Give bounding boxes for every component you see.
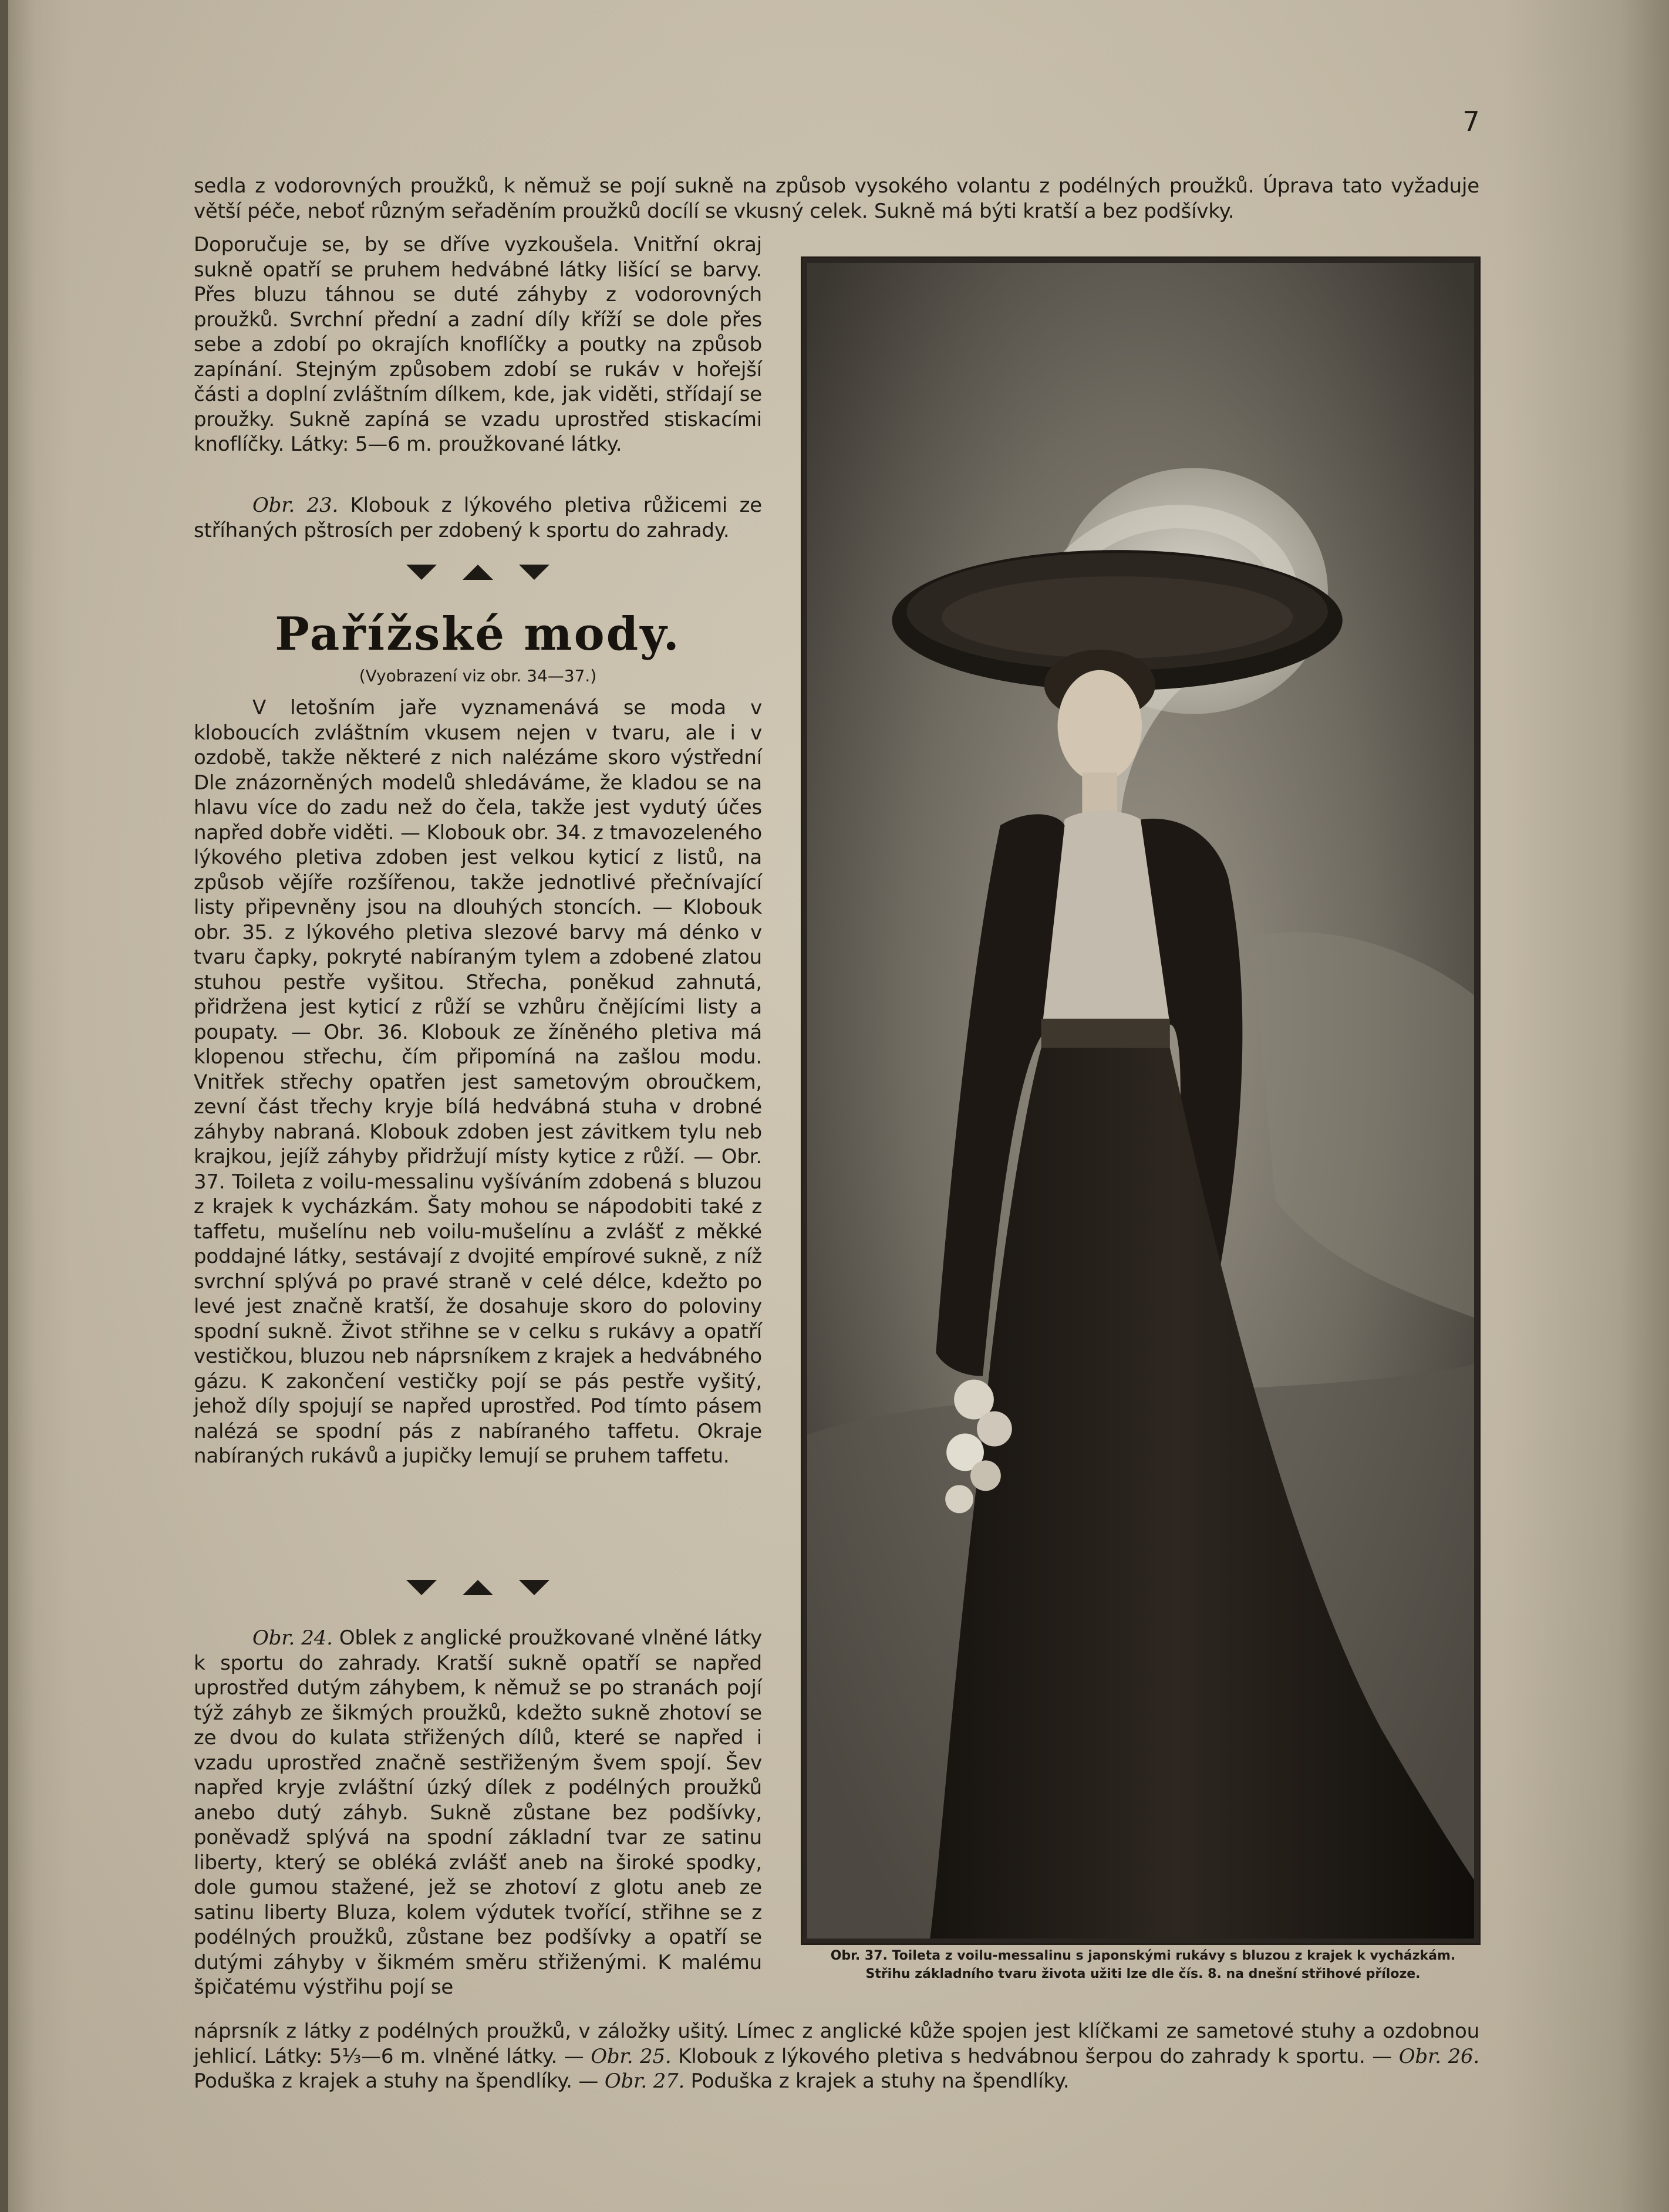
hat-crown bbox=[942, 576, 1293, 658]
section-subheading: (Vyobrazení viz obr. 34—37.) bbox=[359, 666, 597, 685]
triangle-down-icon bbox=[406, 1580, 437, 1595]
obr27-text: Poduška z krajek a stuhy na špendlíky. bbox=[690, 2069, 1070, 2093]
book-spine-shadow bbox=[0, 0, 8, 2212]
face bbox=[1057, 670, 1141, 782]
triangle-down-icon bbox=[519, 565, 549, 580]
closing-paragraph bbox=[194, 2019, 1479, 2094]
paris-fashion-article: V letošním jaře vyznamenává se moda v kloboucích zvláštním vkusem nejen v tvaru, ale i v ozdobě, takže některé z nich nalézáme skoro výstřední Dle znázorněných modelů shledáváme, že kladou se na hlavu více do zadu než do čela, takže jest vydutý účes napřed dobře viděti. — Klobouk obr. 34. z tmavozeleného lýkového pletiva zdoben jest velkou kyticí z listů, na způsob vějíře rozšířenou, takže jednotlivé přečnívající listy připevněny jsou na dlouhých stoncích. — Klobouk obr. 35. z lýkového pletiva slezové barvy má dénko v tvaru čapky, pokryté nabíraným tylem a zdobené zlatou stuhou pestře vyšitou. Střecha, poněkud zahnutá, přidržena jest kyticí z růží se vzhůru čnějícími listy a poupaty. — Obr. 36. Klobouk ze žíněného pletiva má klopenou střechu, čím připomíná na zašlou modu. Vnitřek střechy opatřen jest sametovým obroučkem, zevní část třechy kryje bílá hedvábná stuha v drobné záhyby nabraná. Klobouk zdoben jest závitkem tylu neb krajkou, jejíž záhyby přidržují místy kytice z růží. — Obr. 37. Toileta z voilu-messalinu vyšíváním zdobená s bluzou z krajek k vycházkám. Šaty mohou se nápodobiti také z taffetu, mušelínu neb voilu-mušelínu a zvlášť z měkké poddajné látky, sestávají z dvojité empírové sukně, z níž svrchní splývá po pravé straně v celé délce, kdežto po levé jest značně kratší, že dosahuje skoro do poloviny spodní sukně. Život střihne se v celku s rukávy a opatří vestičkou, bluzou neb náprsníkem z krajek a hedvábného gázu. K zakončení vestičky pojí se pás pestře vyšitý, jehož díly spojují se napřed uprostřed. Pod tímto pásem nalézá se spodní pás z nabíraného taffetu. Okraje nabíraných rukávů a jupičky lemují se pruhem taffetu. bbox=[194, 696, 762, 1468]
obr25-text: Klobouk z lýkového pletiva s hedvábnou šerpou do zahrady k sportu. — bbox=[678, 2044, 1392, 2068]
obr25-label: Obr. 25. bbox=[591, 2044, 672, 2068]
fashion-photograph-frame bbox=[801, 256, 1481, 1945]
page-number: 7 bbox=[1462, 106, 1480, 137]
obr26-label: Obr. 26. bbox=[1398, 2044, 1480, 2068]
obr27-label: Obr. 27. bbox=[604, 2069, 685, 2093]
triangle-up-icon bbox=[463, 565, 493, 580]
obr24-label: Obr. 24. bbox=[252, 1626, 333, 1650]
fashion-photograph bbox=[807, 263, 1474, 1939]
obr24-description bbox=[194, 1626, 762, 2000]
intro-paragraph-column: Doporučuje se, by se dříve vyzkoušela. Vnitřní okraj sukně opatří se pruhem hedvábné látky lišící se barvy. Přes bluzu táhnou se duté záhyby z vodorovných proužků. Svrchní přední a zadní díly kříží se dole přes sebe a zdobí po okrajích knoflíčky a poutky na způsob zapínání. Stejným způsobem zdobí se rukáv v hořejší části a doplní zvláštním dílkem, kde, jak viděti, střídají se proužky. Sukně zapíná se vzadu uprostřed stiskacími knoflíčky. Látky: 5—6 m. proužkované látky. bbox=[194, 233, 762, 456]
triangle-up-icon bbox=[463, 1580, 493, 1595]
ornament-divider-1 bbox=[194, 560, 762, 584]
obr23-label: Obr. 23. bbox=[252, 494, 339, 517]
caption-line-1: Obr. 37. Toileta z voilu-messalinu s japonskými rukávy s bluzou z krajek k vycházkám. bbox=[830, 1948, 1456, 1963]
waist-belt bbox=[1041, 1019, 1170, 1051]
obr23-description bbox=[194, 493, 762, 543]
ornament-divider-2 bbox=[194, 1576, 762, 1599]
obr23-text: Klobouk z lýkového pletiva růžicemi ze stříhaných pštrosích per zdobený k sportu do zahrady. bbox=[194, 494, 762, 542]
obr26-text: Poduška z krajek a stuhy na špendlíky. — bbox=[194, 2069, 599, 2093]
caption-line-2: Střihu základního tvaru života užiti lze dle čís. 8. na dnešní střihové příloze. bbox=[865, 1967, 1421, 1981]
intro-paragraph-full-width: sedla z vodorovných proužků, k němuž se pojí sukně na způsob vysokého volantu z podélných proužků. Úprava tato vyžaduje větší péče, neboť různým seřaděním proužků docílí se vkusný celek. Sukně má býti kratší a bez podšívky. bbox=[194, 174, 1479, 223]
closing-text: náprsník z látky z podélných proužků, v záložky ušitý. Límec z anglické kůže spojen jest klíčkami ze sametové stuhy a ozdobnou jehlicí. Látky: 5⅓—6 m. vlněné látky. — bbox=[194, 2019, 1479, 2068]
photo-caption bbox=[794, 1947, 1492, 1983]
obr24-text: Oblek z anglické proužkované vlněné látky k sportu do zahrady. Kratší sukně opatří se napřed uprostřed dutým záhybem, k němuž se po stranách pojí týž záhyb ze šikmých proužků, kdežto sukně zhotoví se ze dvou do kulata střižených dílů, které se napřed i vzadu uprostřed značně sestřiženým švem spojí. Šev napřed kryje zvláštní úzký dílek z podélných proužků anebo dutý záhyb. Sukně zůstane bez podšívky, poněvadž splývá na spodní základní tvar ze satinu liberty, který se obléká zvlášť aneb na široké spodky, dole gumou stažené, jež se zhotoví z glotu aneb ze satinu liberty Bluza, kolem výdutek tvořící, střihne se z podélných proužků, zůstane bez podšívky a opatří se dutými záhyby v šikmém směru střiženými. K malému špičatému výstřihu pojí se bbox=[194, 1626, 762, 1999]
triangle-down-icon bbox=[406, 565, 437, 580]
triangle-down-icon bbox=[519, 1580, 549, 1595]
section-heading: Pařížské mody. bbox=[275, 607, 681, 661]
